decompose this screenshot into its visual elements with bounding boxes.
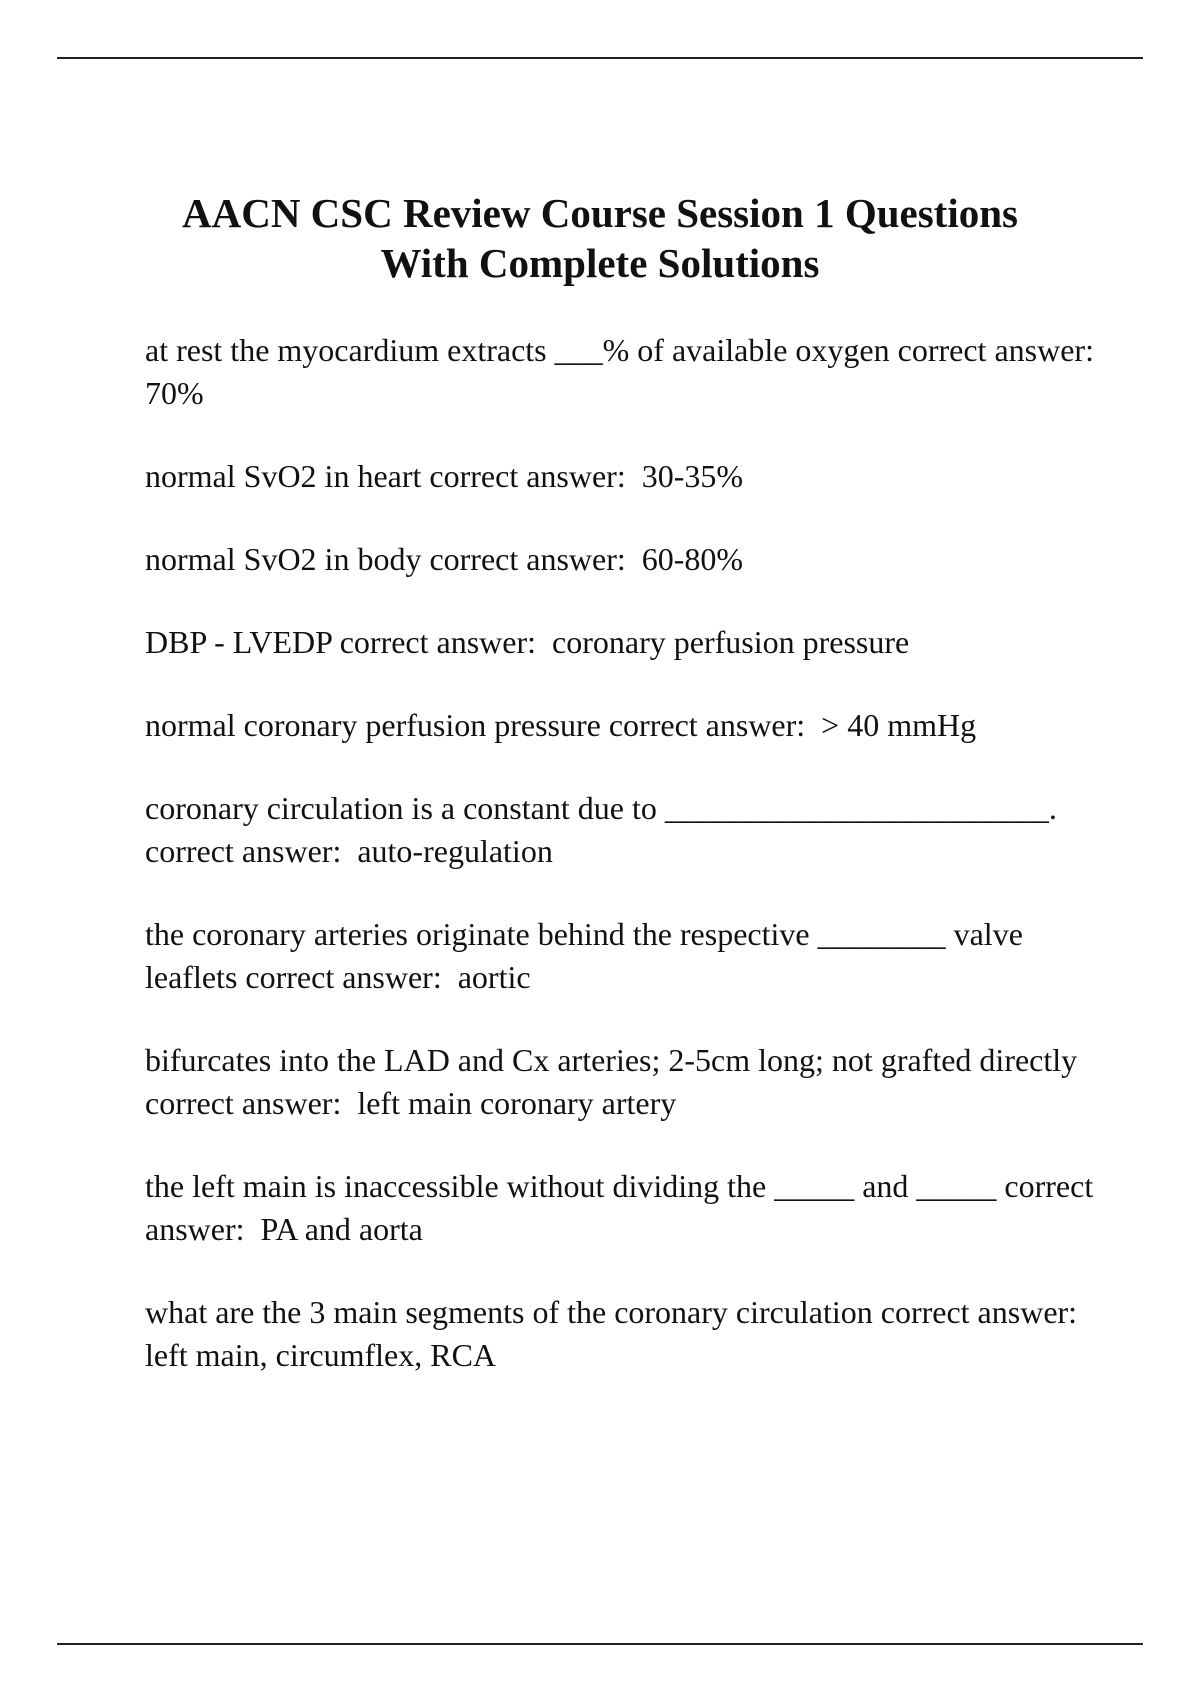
qa-item bbox=[145, 538, 1105, 581]
qa-item bbox=[145, 704, 1105, 747]
answer-text: correct answer: left main coronary artery bbox=[145, 1085, 677, 1121]
qa-item bbox=[145, 1039, 1105, 1125]
question-text: DBP - LVEDP bbox=[145, 624, 332, 660]
question-text: coronary circulation is a constant due to ________________________. bbox=[145, 790, 1057, 826]
answer-text: correct answer: aortic bbox=[245, 959, 531, 995]
answer-text: correct answer: > 40 mmHg bbox=[608, 707, 977, 743]
page-title-line-2: With Complete Solutions bbox=[380, 240, 820, 286]
page-title-line-1: AACN CSC Review Course Session 1 Questions bbox=[182, 190, 1018, 236]
qa-item bbox=[145, 455, 1105, 498]
question-text: the left main is inaccessible without dividing the _____ and _____ bbox=[145, 1168, 997, 1204]
qa-item bbox=[145, 787, 1105, 873]
answer-text: correct answer: 60-80% bbox=[429, 541, 744, 577]
qa-item bbox=[145, 1291, 1105, 1377]
qa-item bbox=[145, 329, 1110, 415]
question-text: at rest the myocardium extracts ___% of available oxygen bbox=[145, 332, 890, 368]
answer-text: correct answer: 30-35% bbox=[429, 458, 744, 494]
qa-item bbox=[145, 1165, 1105, 1251]
qa-item bbox=[145, 621, 1105, 664]
question-text: normal SvO2 in body bbox=[145, 541, 422, 577]
qa-item bbox=[145, 913, 1105, 999]
answer-text: correct answer: coronary perfusion pressure bbox=[339, 624, 910, 660]
question-text: normal SvO2 in heart bbox=[145, 458, 422, 494]
question-text: what are the 3 main segments of the coronary circulation bbox=[145, 1294, 873, 1330]
top-divider bbox=[57, 57, 1143, 59]
question-text: the coronary arteries originate behind the respective ________ valve leaflets bbox=[145, 916, 1031, 995]
bottom-divider bbox=[57, 1643, 1143, 1645]
question-text: bifurcates into the LAD and Cx arteries; 2-5cm long; not grafted directly bbox=[145, 1042, 1078, 1078]
answer-text: correct answer: auto-regulation bbox=[145, 833, 553, 869]
question-text: normal coronary perfusion pressure bbox=[145, 707, 601, 743]
answer-text: correct answer: 70% bbox=[145, 332, 1110, 411]
answer-text: correct answer: PA and aorta bbox=[145, 1168, 1102, 1247]
page-title bbox=[100, 188, 1100, 288]
answer-text: correct answer: left main, circumflex, RCA bbox=[145, 1294, 1094, 1373]
qa-list bbox=[145, 329, 1110, 1417]
